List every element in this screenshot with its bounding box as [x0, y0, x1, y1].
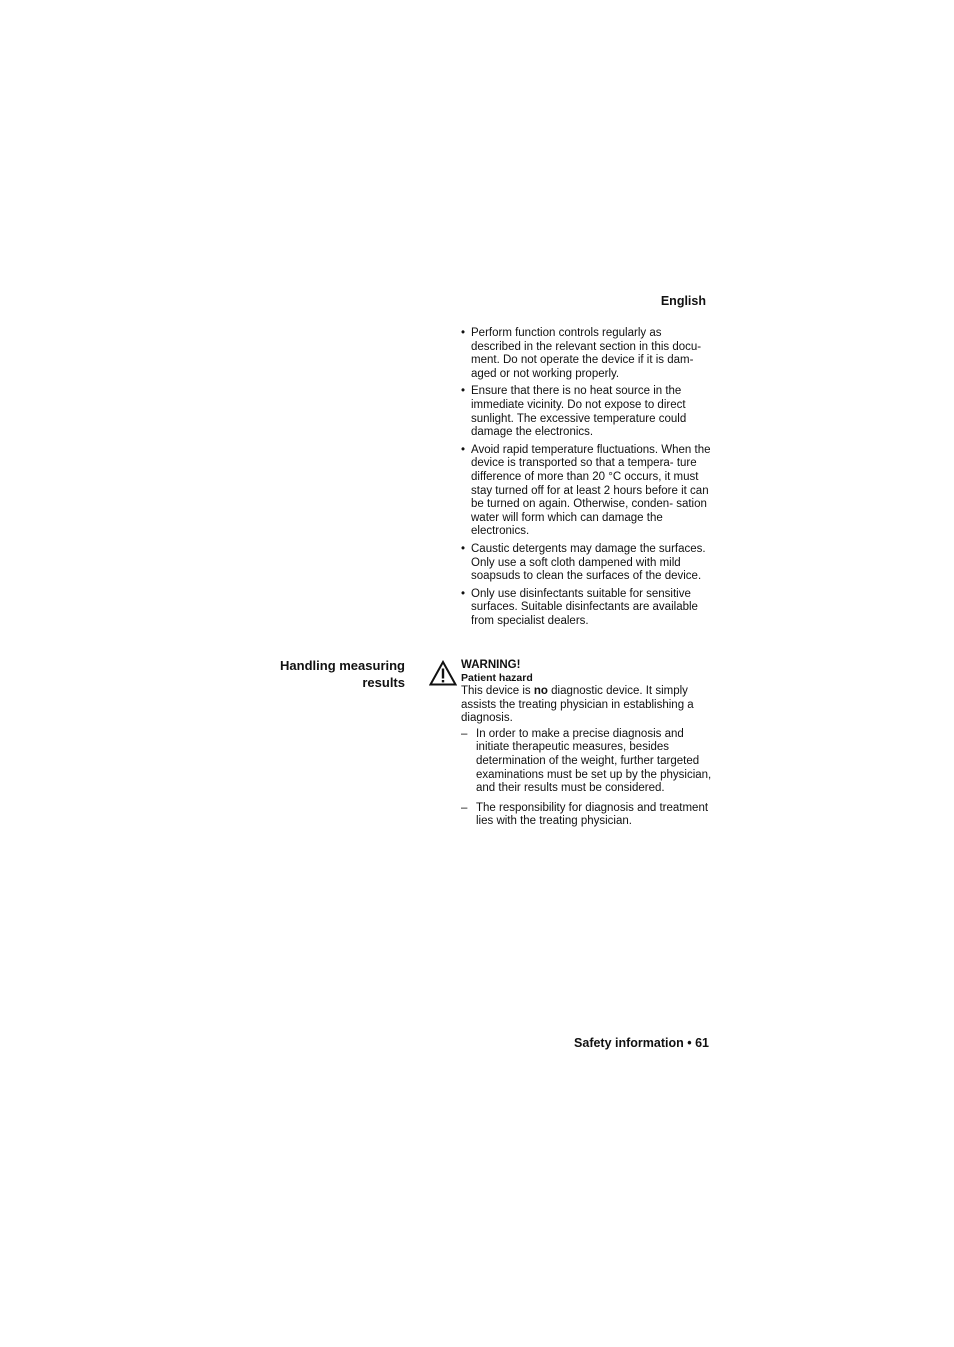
list-item-text: Avoid rapid temperature fluctuations. When the device is transported so that a tempera- ture difference of more than 20 °C occurs, it must stay turned off for at least 2 hours before it can be turned on again. Otherwise, conden- sation water will form which can damage the electronics. [471, 443, 711, 538]
bullet-marker: • [461, 542, 466, 555]
warning-body-emphasis: no [533, 685, 548, 697]
list-item-text: In order to make a precise diagnosis and initiate therapeutic measures, besides determination of the weight, further targeted examinations must be set up by the physician, and their results must be considered. [476, 727, 712, 795]
warning-body [461, 685, 713, 726]
list-item-text: Perform function controls regularly as described in the relevant section in this docu- ment. Do not operate the device if it is dam- aged or not working properly. [471, 327, 702, 380]
list-item [461, 543, 713, 584]
dash-marker: – [461, 801, 468, 814]
section-heading-line: results [362, 674, 405, 690]
bullet-marker: • [461, 587, 466, 600]
dash-marker: – [461, 727, 468, 740]
list-item [461, 327, 713, 381]
list-item-text: Ensure that there is no heat source in the immediate vicinity. Do not expose to direct sunlight. The excessive temperature could damage the electronics. [471, 385, 687, 439]
list-item-text: Only use disinfectants suitable for sensitive surfaces. Suitable disinfectants are available from specialist dealers. [471, 587, 698, 627]
warning-block [461, 658, 713, 835]
page-footer: Safety information • 61 [574, 1036, 709, 1050]
section-heading [262, 658, 405, 691]
list-item [461, 444, 713, 539]
bullet-marker: • [461, 327, 466, 339]
bullet-marker: • [461, 443, 466, 456]
warning-body-text: diagnostic device. It simply assists the treating physician in establishing a diagnosis. [461, 685, 694, 725]
warning-title: WARNING! [461, 659, 521, 671]
list-item-text: Caustic detergents may damage the surfaces. Only use a soft cloth dampened with mild soapsuds to clean the surfaces of the device. [471, 542, 706, 583]
section-heading-line: Handling measuring [280, 658, 405, 673]
warning-subtitle: Patient hazard [461, 672, 533, 684]
list-item [461, 728, 713, 796]
warning-body-text: This device is [461, 685, 534, 697]
list-item [461, 588, 713, 629]
warning-dash-list [461, 728, 713, 829]
page-language-label: English [660, 294, 706, 308]
bullet-marker: • [461, 385, 466, 398]
list-item [461, 385, 713, 439]
list-item [461, 802, 713, 829]
list-item-text: The responsibility for diagnosis and treatment lies with the treating physician. [476, 801, 709, 828]
warning-triangle-icon [429, 660, 457, 686]
safety-bullet-list [461, 327, 713, 632]
